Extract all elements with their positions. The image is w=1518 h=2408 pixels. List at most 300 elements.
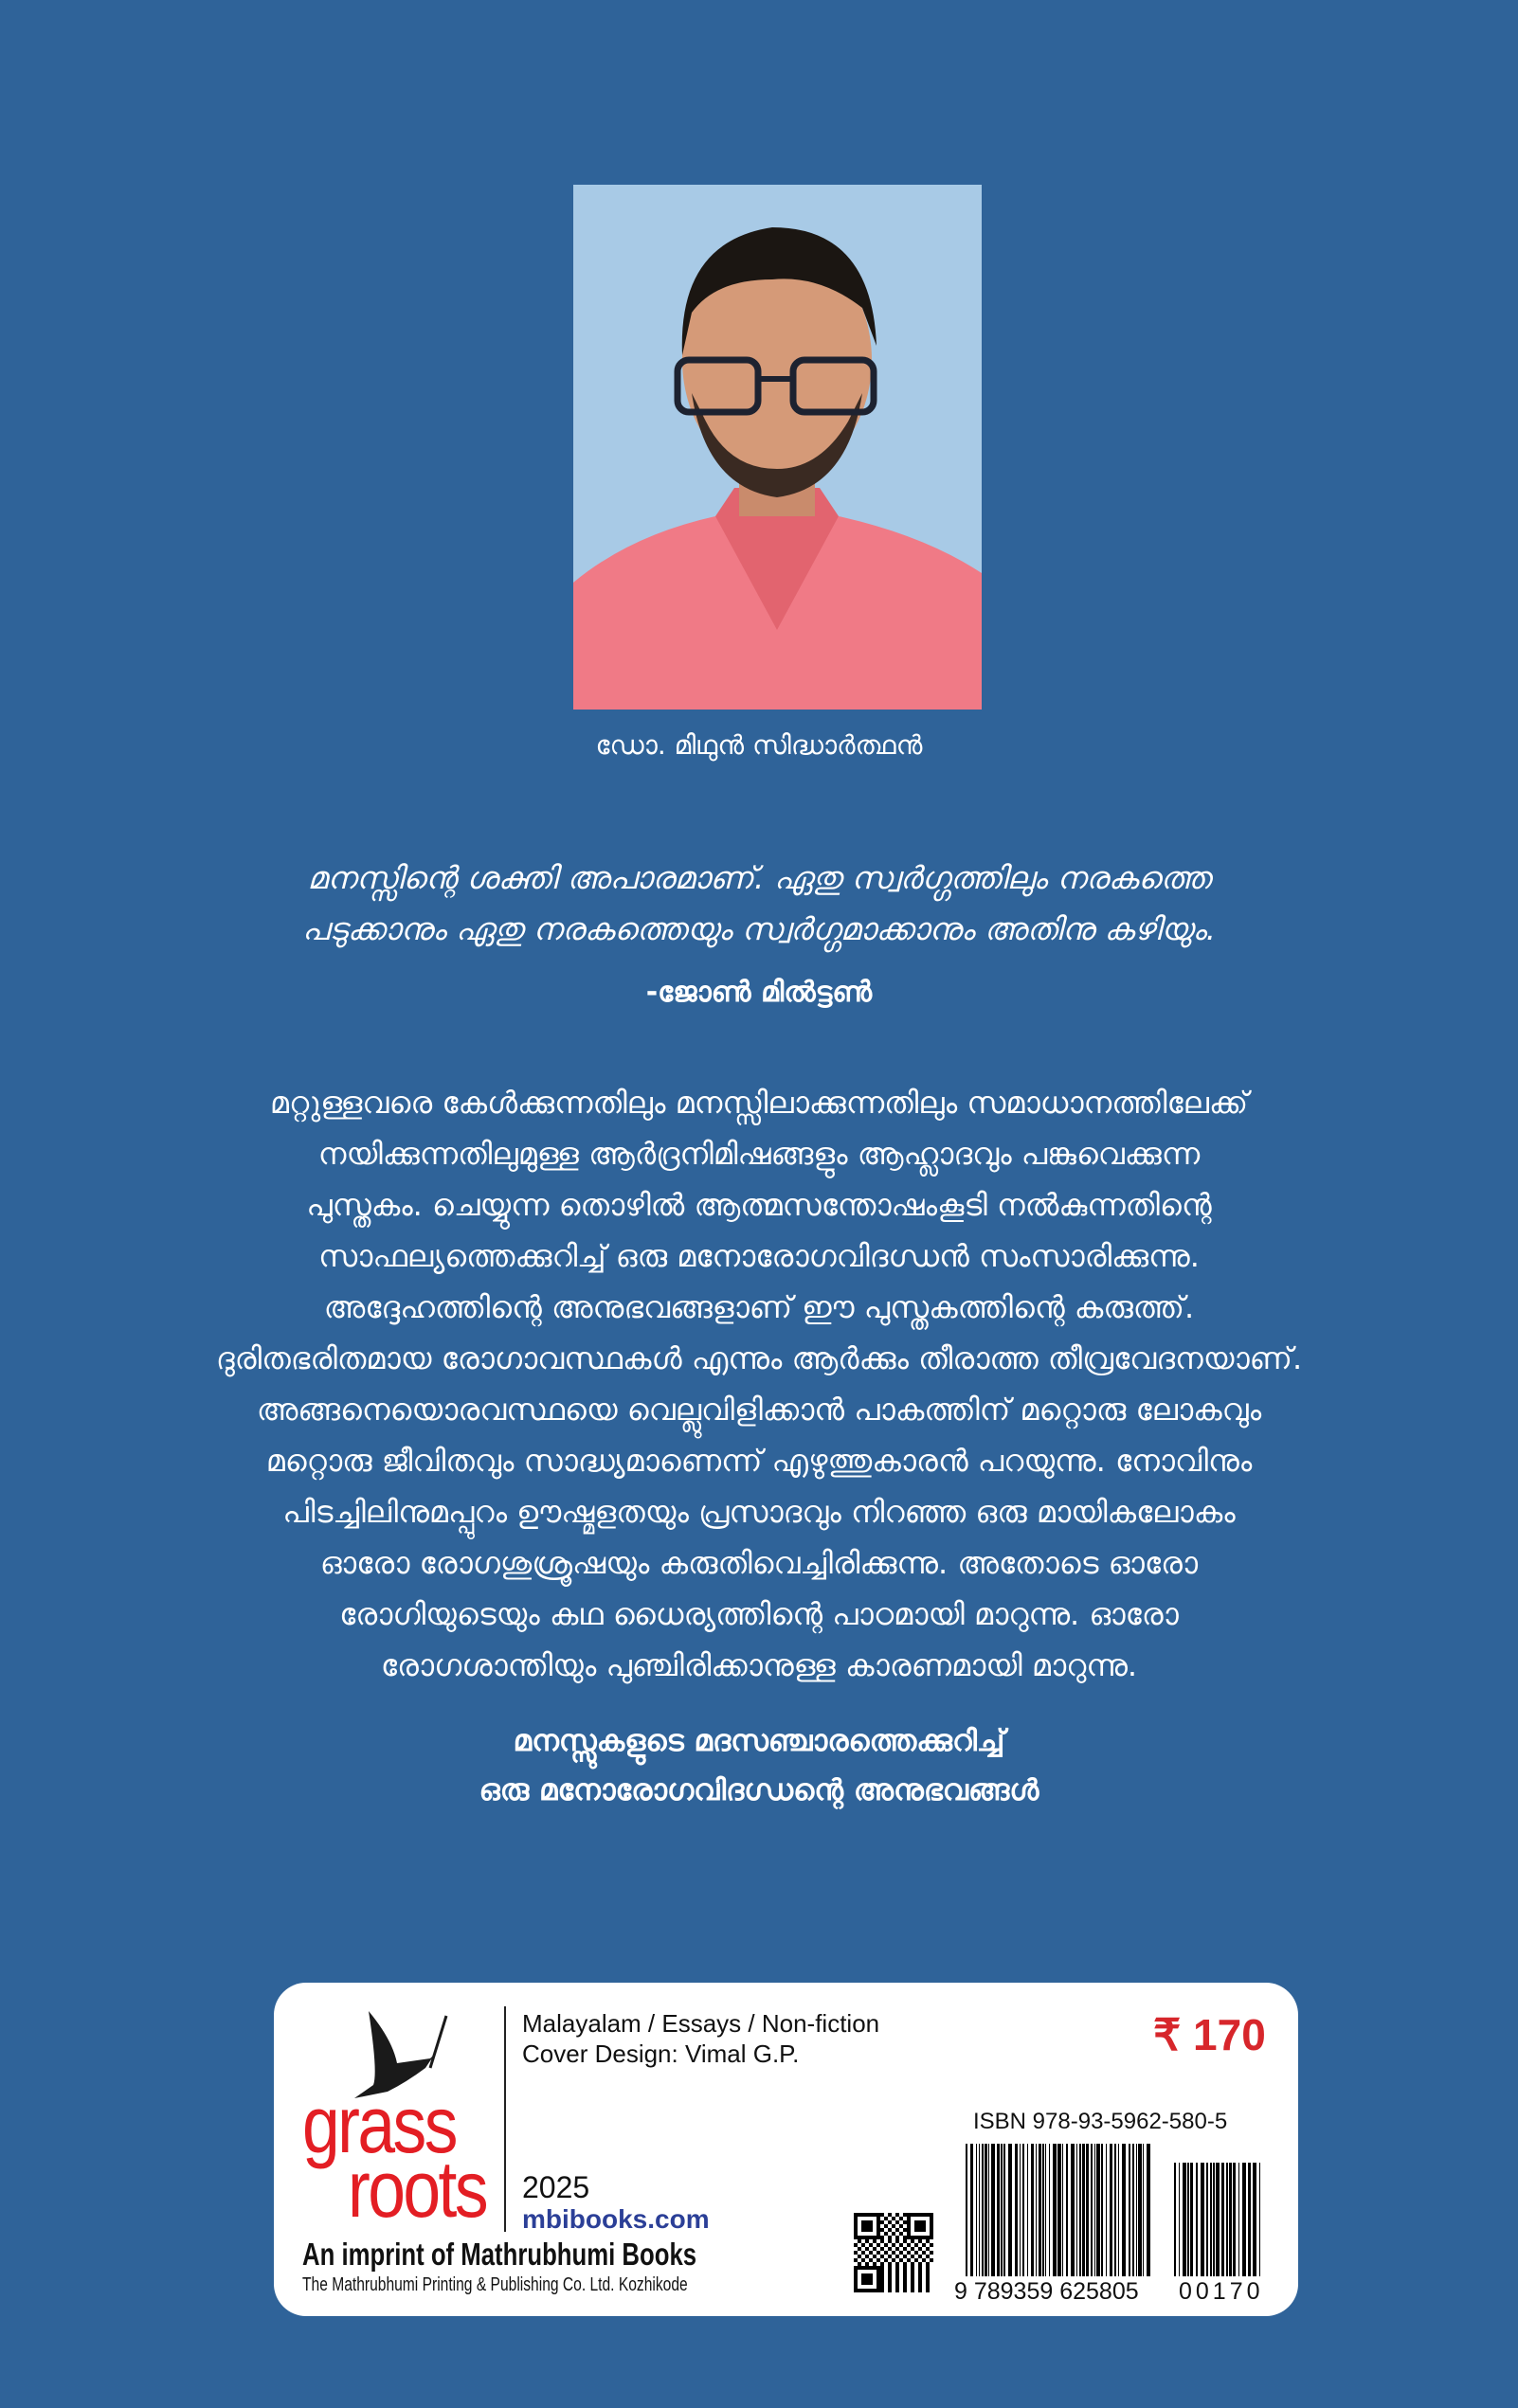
- qr-module: [861, 2236, 865, 2239]
- barcode-bar: [1106, 2144, 1107, 2276]
- qr-module: [861, 2243, 865, 2247]
- qr-module: [907, 2258, 911, 2262]
- blurb-line: അങ്ങനെയൊരവസ്ഥയെ വെല്ലുവിളിക്കാൻ പാകത്തിന് മറ്റൊരു ലോകവും: [256, 1392, 1262, 1428]
- qr-module: [918, 2277, 922, 2281]
- qr-module: [876, 2243, 880, 2247]
- author-photo: [573, 185, 982, 710]
- qr-module: [854, 2228, 858, 2232]
- barcode-bar: [1042, 2144, 1044, 2276]
- qr-module: [880, 2262, 884, 2266]
- qr-module: [869, 2243, 873, 2247]
- barcode-bar: [1259, 2163, 1260, 2276]
- blurb-line: പുസ്തകം. ചെയ്യുന്ന തൊഴിൽ ആത്മസന്തോഷംകൂടി നൽകുന്നതിന്റെ: [306, 1187, 1212, 1223]
- qr-module: [907, 2220, 911, 2224]
- qr-module: [888, 2247, 892, 2251]
- qr-module: [880, 2285, 884, 2289]
- qr-module: [854, 2273, 858, 2277]
- qr-module: [884, 2251, 888, 2255]
- qr-module: [922, 2228, 926, 2232]
- qr-module: [869, 2277, 873, 2281]
- qr-module: [873, 2247, 876, 2251]
- qr-module: [918, 2281, 922, 2285]
- qr-module: [880, 2228, 884, 2232]
- imprint-line: An imprint of Mathrubhumi Books: [302, 2237, 697, 2272]
- qr-module: [884, 2243, 888, 2247]
- qr-module: [911, 2239, 914, 2243]
- qr-module: [873, 2255, 876, 2258]
- qr-module: [884, 2258, 888, 2262]
- qr-module: [930, 2224, 933, 2228]
- qr-module: [854, 2213, 858, 2217]
- barcode-bar: [1216, 2163, 1220, 2276]
- qr-module: [880, 2220, 884, 2224]
- qr-module: [873, 2213, 876, 2217]
- barcode-bar: [1096, 2144, 1100, 2276]
- qr-module: [861, 2289, 865, 2292]
- qr-module: [888, 2273, 892, 2277]
- qr-module: [880, 2277, 884, 2281]
- barcode-bar: [1062, 2144, 1063, 2276]
- barcode-bar: [1206, 2163, 1208, 2276]
- qr-module: [865, 2289, 869, 2292]
- isbn: ISBN 978-93-5962-580-5: [973, 2109, 1228, 2134]
- barcode-bar: [1039, 2144, 1041, 2276]
- qr-module: [858, 2255, 861, 2258]
- qr-module: [895, 2266, 899, 2270]
- barcode-bar: [1036, 2144, 1037, 2276]
- qr-module: [918, 2213, 922, 2217]
- qr-module: [914, 2220, 918, 2224]
- qr-code[interactable]: [854, 2213, 935, 2294]
- qr-module: [880, 2247, 884, 2251]
- author-caption: ഡോ. മിഥുൻ സിദ്ധാർത്ഥൻ: [595, 729, 923, 761]
- qr-module: [903, 2228, 907, 2232]
- qr-module: [854, 2285, 858, 2289]
- qr-module: [869, 2228, 873, 2232]
- qr-module: [869, 2224, 873, 2228]
- qr-module: [876, 2258, 880, 2262]
- divider: [504, 2006, 506, 2232]
- barcode-bar: [1226, 2163, 1228, 2276]
- qr-module: [861, 2220, 865, 2224]
- barcode-bar: [1118, 2144, 1119, 2276]
- qr-module: [914, 2228, 918, 2232]
- qr-module: [888, 2236, 892, 2239]
- blurb-line: മറ്റുള്ളവരെ കേൾക്കുന്നതിലും മനസ്സിലാക്കുന്നതിലും സമാധാനത്തിലേക്ക്: [269, 1085, 1249, 1121]
- qr-module: [903, 2266, 907, 2270]
- qr-module: [903, 2220, 907, 2224]
- qr-module: [911, 2247, 914, 2251]
- barcode-bar: [1187, 2163, 1189, 2276]
- barcode-bar: [1049, 2144, 1050, 2276]
- qr-module: [876, 2232, 880, 2236]
- qr-module: [926, 2266, 930, 2270]
- barcode-bar: [1196, 2163, 1198, 2276]
- qr-module: [911, 2285, 914, 2289]
- qr-module: [895, 2236, 899, 2239]
- qr-module: [926, 2277, 930, 2281]
- barcode-bar: [1110, 2144, 1112, 2276]
- qr-module: [854, 2266, 858, 2270]
- logo-roots: roots: [348, 2145, 486, 2234]
- qr-module: [930, 2232, 933, 2236]
- barcode-digits: 9 789359 625805: [954, 2278, 1139, 2305]
- qr-module: [888, 2281, 892, 2285]
- qr-module: [907, 2243, 911, 2247]
- qr-module: [918, 2224, 922, 2228]
- qr-module: [918, 2255, 922, 2258]
- year: 2025: [522, 2170, 590, 2204]
- barcode-bar: [1020, 2144, 1021, 2276]
- qr-module: [876, 2224, 880, 2228]
- qr-module: [865, 2247, 869, 2251]
- barcode-bar: [1179, 2163, 1180, 2276]
- qr-module: [911, 2255, 914, 2258]
- barcode-bar: [985, 2144, 987, 2276]
- qr-module: [888, 2289, 892, 2292]
- qr-module: [876, 2266, 880, 2270]
- qr-module: [911, 2270, 914, 2273]
- qr-module: [918, 2270, 922, 2273]
- qr-module: [861, 2281, 865, 2285]
- qr-module: [918, 2285, 922, 2289]
- qr-module: [869, 2273, 873, 2277]
- qr-module: [926, 2239, 930, 2243]
- qr-module: [892, 2232, 895, 2236]
- quote-line: പടുക്കാനും ഏതു നരകത്തെയും സ്വർഗ്ഗമാക്കാനും അതിനു കഴിയും.: [301, 910, 1217, 947]
- qr-module: [869, 2266, 873, 2270]
- qr-module: [888, 2266, 892, 2270]
- barcode-bar: [1248, 2163, 1251, 2276]
- qr-module: [903, 2270, 907, 2273]
- qr-module: [876, 2273, 880, 2277]
- barcode-bar: [1213, 2163, 1215, 2276]
- qr-module: [922, 2258, 926, 2262]
- qr-module: [922, 2224, 926, 2228]
- qr-module: [907, 2232, 911, 2236]
- qr-module: [865, 2273, 869, 2277]
- qr-module: [926, 2236, 930, 2239]
- tagline-line: മനസ്സുകളുടെ മദസഞ്ചാരത്തെക്കുറിച്ച്: [513, 1724, 1005, 1758]
- blurb-line: നയിക്കുന്നതിലുമുള്ള ആർദ്രനിമിഷങ്ങളും ആഹ്ലാദവും പങ്കുവെക്കുന്ന: [317, 1136, 1201, 1172]
- qr-module: [911, 2289, 914, 2292]
- qr-module: [861, 2213, 865, 2217]
- barcode-bar: [1091, 2144, 1093, 2276]
- qr-module: [873, 2289, 876, 2292]
- barcode-bar: [1066, 2144, 1068, 2276]
- qr-module: [854, 2243, 858, 2247]
- barcode-bar: [966, 2144, 967, 2276]
- qr-module: [876, 2228, 880, 2232]
- qr-module: [876, 2217, 880, 2220]
- barcode-addon-digits: 00170: [1179, 2278, 1264, 2305]
- barcode-bar: [1071, 2144, 1075, 2276]
- qr-module: [895, 2281, 899, 2285]
- barcode-bar: [1076, 2144, 1077, 2276]
- qr-module: [876, 2281, 880, 2285]
- qr-module: [903, 2255, 907, 2258]
- qr-module: [914, 2224, 918, 2228]
- qr-module: [869, 2258, 873, 2262]
- qr-module: [907, 2224, 911, 2228]
- qr-module: [892, 2258, 895, 2262]
- barcode-bar: [1015, 2144, 1018, 2276]
- qr-module: [914, 2243, 918, 2247]
- qr-module: [865, 2255, 869, 2258]
- barcode-bar: [1210, 2163, 1212, 2276]
- qr-module: [918, 2266, 922, 2270]
- blurb-line: ഓരോ രോഗശുശ്രൂഷയും കരുതിവെച്ചിരിക്കുന്നു. അതോടെ ഓരോ: [319, 1545, 1199, 1581]
- qr-module: [930, 2220, 933, 2224]
- qr-module: [869, 2220, 873, 2224]
- qr-module: [903, 2281, 907, 2285]
- qr-module: [854, 2281, 858, 2285]
- qr-module: [854, 2270, 858, 2273]
- qr-module: [895, 2239, 899, 2243]
- qr-module: [926, 2255, 930, 2258]
- publisher: The Mathrubhumi Printing & Publishing Co. Ltd. Kozhikode: [302, 2274, 688, 2295]
- barcode-bar: [1122, 2144, 1126, 2276]
- barcode-bar: [1201, 2163, 1204, 2276]
- qr-module: [907, 2213, 911, 2217]
- qr-module: [888, 2255, 892, 2258]
- blurb-line: ദുരിതഭരിതമായ രോഗാവസ്ഥകൾ എന്നും ആർക്കും തീരാത്ത തീവ്രവേദനയാണ്.: [215, 1340, 1303, 1376]
- barcode-bar: [1082, 2144, 1085, 2276]
- qr-module: [918, 2273, 922, 2277]
- qr-module: [865, 2224, 869, 2228]
- qr-module: [869, 2251, 873, 2255]
- barcode-bar: [1053, 2144, 1057, 2276]
- barcode-bar: [1190, 2163, 1193, 2276]
- qr-module: [911, 2236, 914, 2239]
- qr-module: [903, 2213, 907, 2217]
- qr-module: [854, 2236, 858, 2239]
- barcode-bar: [1022, 2144, 1024, 2276]
- qr-module: [907, 2236, 911, 2239]
- qr-module: [865, 2266, 869, 2270]
- qr-module: [892, 2224, 895, 2228]
- qr-module: [880, 2255, 884, 2258]
- qr-module: [873, 2239, 876, 2243]
- qr-module: [918, 2247, 922, 2251]
- qr-module: [858, 2262, 861, 2266]
- qr-module: [888, 2270, 892, 2273]
- barcode-bar: [976, 2144, 977, 2276]
- qr-module: [918, 2228, 922, 2232]
- qr-module: [869, 2213, 873, 2217]
- qr-module: [895, 2277, 899, 2281]
- qr-module: [861, 2228, 865, 2232]
- barcode-bar: [1253, 2163, 1256, 2276]
- barcode-bar: [1045, 2144, 1046, 2276]
- qr-module: [888, 2277, 892, 2281]
- qr-module: [926, 2213, 930, 2217]
- price: ₹ 170: [1153, 2010, 1266, 2059]
- barcode-bar: [1147, 2144, 1150, 2276]
- blurb-line: സാഫല്യത്തെക്കുറിച്ച് ഒരു മനോരോഗവിദഗ്ധൻ സംസാരിക്കുന്നു.: [318, 1238, 1200, 1274]
- qr-module: [922, 2220, 926, 2224]
- qr-module: [854, 2251, 858, 2255]
- qr-module: [895, 2213, 899, 2217]
- qr-module: [899, 2232, 903, 2236]
- qr-module: [880, 2289, 884, 2292]
- qr-module: [895, 2285, 899, 2289]
- qr-module: [926, 2289, 930, 2292]
- blurb-line: അദ്ദേഹത്തിന്റെ അനുഭവങ്ങളാണ് ഈ പുസ്തകത്തിന്റെ കരുത്ത്.: [323, 1289, 1195, 1325]
- qr-module: [922, 2236, 926, 2239]
- qr-module: [907, 2251, 911, 2255]
- qr-module: [899, 2258, 903, 2262]
- qr-module: [918, 2262, 922, 2266]
- qr-module: [854, 2217, 858, 2220]
- qr-module: [892, 2243, 895, 2247]
- barcode-bar: [1027, 2144, 1028, 2276]
- qr-module: [880, 2266, 884, 2270]
- barcode-bar: [1132, 2144, 1134, 2276]
- barcode-bar: [1238, 2163, 1239, 2276]
- barcode-bar: [1138, 2144, 1142, 2276]
- barcode-bar: [1001, 2144, 1003, 2276]
- qr-module: [861, 2273, 865, 2277]
- barcode-bar: [1221, 2163, 1224, 2276]
- barcode-bar: [1086, 2144, 1089, 2276]
- qr-module: [888, 2228, 892, 2232]
- qr-module: [903, 2262, 907, 2266]
- category: Malayalam / Essays / Non-fiction: [522, 2009, 880, 2038]
- qr-module: [876, 2285, 880, 2289]
- barcode-bar: [1008, 2144, 1012, 2276]
- qr-module: [914, 2258, 918, 2262]
- qr-module: [895, 2289, 899, 2292]
- qr-module: [930, 2243, 933, 2247]
- qr-module: [911, 2277, 914, 2281]
- qr-module: [914, 2251, 918, 2255]
- qr-module: [876, 2236, 880, 2239]
- qr-module: [873, 2266, 876, 2270]
- qr-module: [895, 2273, 899, 2277]
- qr-module: [926, 2270, 930, 2273]
- qr-module: [903, 2273, 907, 2277]
- qr-module: [899, 2251, 903, 2255]
- qr-module: [903, 2277, 907, 2281]
- barcode-bar: [1057, 2144, 1061, 2276]
- qr-module: [895, 2228, 899, 2232]
- barcode-bar: [1101, 2144, 1103, 2276]
- barcode-addon: [1174, 2163, 1264, 2276]
- qr-module: [907, 2228, 911, 2232]
- qr-module: [895, 2270, 899, 2273]
- qr-module: [930, 2228, 933, 2232]
- barcode-bar: [1229, 2163, 1232, 2276]
- qr-module: [922, 2251, 926, 2255]
- qr-module: [918, 2236, 922, 2239]
- qr-module: [922, 2213, 926, 2217]
- qr-module: [918, 2239, 922, 2243]
- blurb-line: രോഗിയുടെയും കഥ ധൈര്യത്തിന്റെ പാഠമായി മാറുന്നു. ഓരോ: [339, 1596, 1179, 1632]
- qr-module: [880, 2236, 884, 2239]
- qr-module: [918, 2289, 922, 2292]
- qr-module: [865, 2213, 869, 2217]
- blurb-line: രോഗശാന്തിയും പുഞ്ചിരിക്കാനുള്ള കാരണമായി മാറുന്നു.: [380, 1647, 1138, 1683]
- qr-module: [876, 2277, 880, 2281]
- qr-module: [854, 2220, 858, 2224]
- qr-module: [858, 2236, 861, 2239]
- qr-module: [926, 2247, 930, 2251]
- qr-module: [899, 2224, 903, 2228]
- qr-module: [892, 2251, 895, 2255]
- qr-module: [930, 2236, 933, 2239]
- qr-module: [930, 2251, 933, 2255]
- qr-module: [884, 2224, 888, 2228]
- qr-module: [854, 2258, 858, 2262]
- website-link[interactable]: mbibooks.com: [522, 2204, 710, 2234]
- qr-module: [861, 2266, 865, 2270]
- qr-module: [854, 2224, 858, 2228]
- qr-module: [876, 2251, 880, 2255]
- qr-module: [922, 2243, 926, 2247]
- qr-module: [930, 2213, 933, 2217]
- qr-module: [930, 2258, 933, 2262]
- qr-module: [869, 2236, 873, 2239]
- barcode-bar: [1136, 2144, 1137, 2276]
- qr-module: [880, 2273, 884, 2277]
- qr-module: [899, 2243, 903, 2247]
- qr-module: [895, 2255, 899, 2258]
- qr-module: [873, 2262, 876, 2266]
- qr-module: [903, 2285, 907, 2289]
- qr-module: [892, 2217, 895, 2220]
- qr-module: [926, 2281, 930, 2285]
- qr-module: [858, 2239, 861, 2243]
- qr-module: [858, 2266, 861, 2270]
- qr-module: [914, 2236, 918, 2239]
- qr-module: [880, 2239, 884, 2243]
- qr-module: [884, 2232, 888, 2236]
- qr-module: [930, 2217, 933, 2220]
- cover-design: Cover Design: Vimal G.P.: [522, 2040, 800, 2068]
- qr-module: [880, 2270, 884, 2273]
- qr-module: [865, 2281, 869, 2285]
- barcode-bar: [1031, 2144, 1034, 2276]
- barcode-bar: [1079, 2144, 1081, 2276]
- barcode-bar: [1233, 2163, 1236, 2276]
- barcode-bar: [1242, 2163, 1246, 2276]
- barcode-bar: [988, 2144, 989, 2276]
- qr-module: [911, 2281, 914, 2285]
- qr-module: [903, 2247, 907, 2251]
- quote-line: മനസ്സിന്റെ ശക്തി അപാരമാണ്. ഏതു സ്വർഗ്ഗത്തിലും നരകത്തെ: [307, 859, 1211, 896]
- barcode-bar: [1183, 2163, 1186, 2276]
- qr-module: [888, 2239, 892, 2243]
- qr-module: [895, 2262, 899, 2266]
- barcode-bar: [997, 2144, 1000, 2276]
- barcode-bar: [1174, 2163, 1176, 2276]
- qr-module: [861, 2277, 865, 2281]
- barcode-bar: [979, 2144, 980, 2276]
- qr-module: [884, 2217, 888, 2220]
- qr-module: [854, 2289, 858, 2292]
- qr-module: [858, 2289, 861, 2292]
- qr-module: [876, 2220, 880, 2224]
- qr-module: [858, 2213, 861, 2217]
- qr-module: [876, 2289, 880, 2292]
- qr-module: [888, 2220, 892, 2224]
- qr-module: [903, 2236, 907, 2239]
- qr-module: [911, 2266, 914, 2270]
- qr-module: [865, 2239, 869, 2243]
- qr-module: [865, 2220, 869, 2224]
- qr-module: [865, 2277, 869, 2281]
